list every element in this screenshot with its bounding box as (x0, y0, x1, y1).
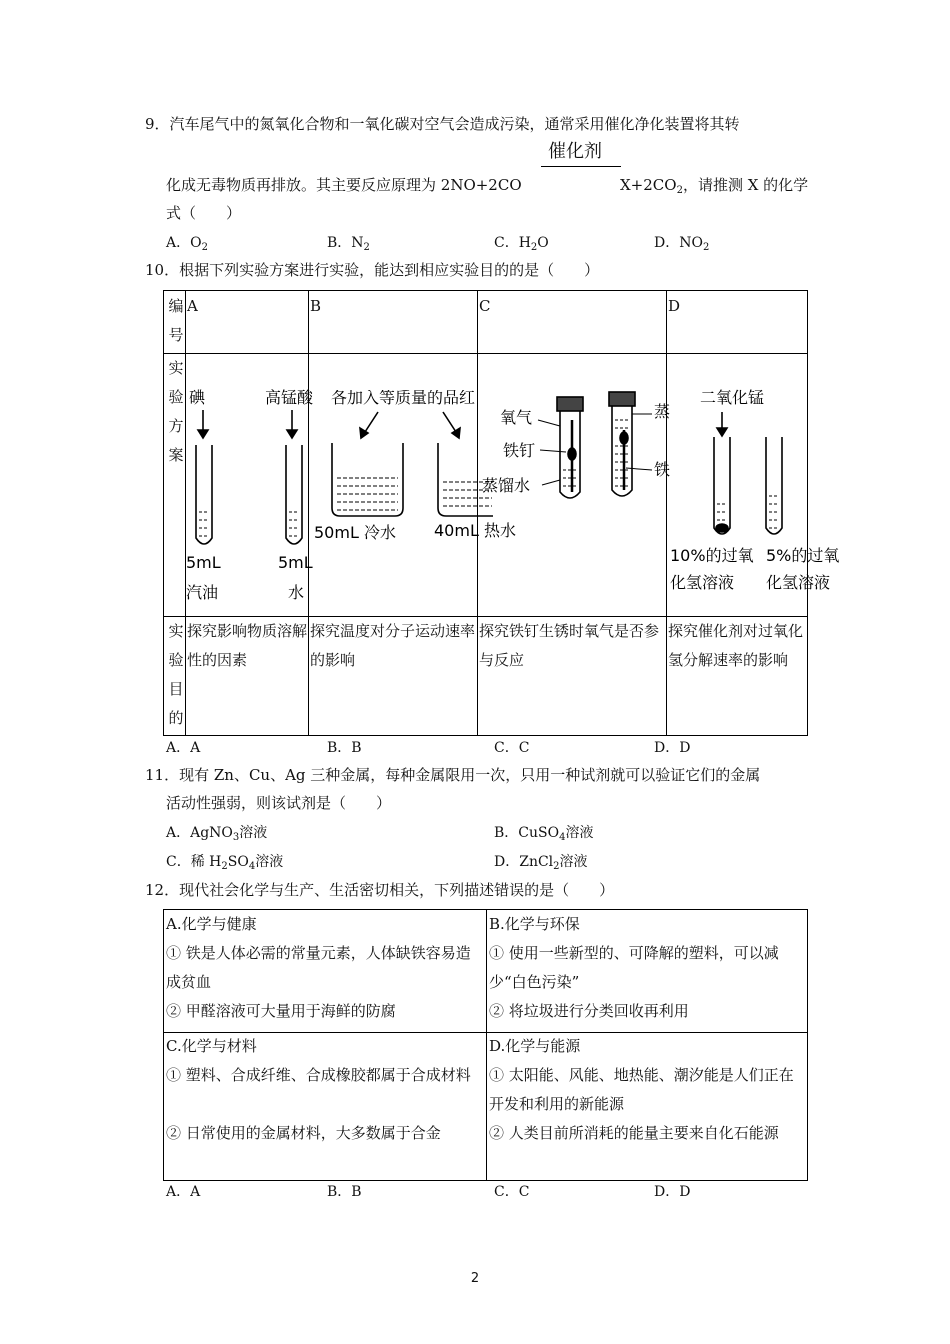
cell-a-item1: ① 铁是人体必需的常量元素，人体缺铁容易造成贫血 (166, 944, 471, 991)
col-header-c: C (479, 297, 491, 315)
label-iodine: 碘 (189, 388, 206, 407)
q9-option-d: D．$NO_2$ (654, 235, 710, 253)
q9-line2b: $X+2CO_2$，请推测 X 的化学 (620, 176, 809, 196)
q9-option-a: A．$O_2$ (166, 235, 208, 253)
cell-b-item2: ② 将垃圾进行分类回收再利用 (489, 1002, 689, 1020)
label-h2o2-10-line2: 化氢溶液 (670, 573, 735, 592)
tube-d-5pct (766, 437, 782, 534)
cell-d-item2: ② 人类目前所消耗的能量主要来自化石能源 (489, 1124, 779, 1142)
label-h2o2-10-line1: 10%的过氧 (670, 546, 754, 565)
label-nail-cut: 铁 (654, 460, 671, 479)
q12-option-c: C．C (494, 1184, 530, 1200)
cell-d-title: D.化学与能源 (489, 1037, 581, 1055)
q12-table (163, 909, 808, 1181)
cell-b-item1: ① 使用一些新型的、可降解的塑料，可以减少“白色污染” (489, 944, 779, 991)
tube-d-10pct (714, 412, 730, 534)
purpose-c: 探究铁钉生锈时氧气是否参与反应 (479, 622, 660, 669)
q11-option-d: D．ZnCl$_2$溶液 (494, 854, 588, 872)
label-kmno4: 高锰酸 (265, 388, 314, 407)
q10-stem: 10．根据下列实验方案进行实验，能达到相应实验目的的是（ ） (145, 261, 600, 279)
q9-line2a: 化成无毒物质再排放。其主要反应原理为 2NO+2CO (166, 176, 522, 194)
label-add-equal: 各加入等质量的品红 (331, 390, 476, 406)
q11-line1: 11．现有 Zn、Cu、Ag 三种金属，每种金属限用一次，只用一种试剂就可以验证它们的金属 (145, 766, 761, 784)
label-gasoline-volume: 5mL (186, 553, 221, 572)
col-header-b: B (310, 297, 322, 315)
q11-option-c: C．稀 $H_2SO_4$溶液 (166, 854, 284, 872)
q12-option-b: B．B (327, 1184, 362, 1200)
q11-line2: 活动性强弱，则该试剂是（ ） (166, 794, 392, 812)
cell-b-title: B.化学与环保 (489, 915, 580, 933)
label-oxygen: 氧气 (500, 408, 533, 427)
q10-option-d: D．D (654, 740, 691, 756)
q9-line3: 式（ ） (166, 204, 242, 222)
beaker-cold-water (332, 412, 403, 516)
label-cold-water: 50mL 冷水 (314, 523, 396, 542)
q12-stem: 12．现代社会化学与生产、生活密切相关，下列描述错误的是（ ） (145, 881, 615, 899)
q11-option-a: A．AgNO$_3$溶液 (166, 825, 268, 843)
q10-option-a: A．A (166, 740, 201, 756)
label-h2o2-5-line2: 化氢溶液 (766, 573, 831, 592)
cell-c-title: C.化学与材料 (166, 1037, 257, 1055)
row-label-purpose: 实验目的 (168, 622, 184, 727)
label-nail: 铁钉 (503, 441, 536, 460)
label-hot-water: 40mL 热水 (434, 521, 516, 540)
purpose-a: 探究影响物质溶解性的因素 (187, 622, 308, 669)
q11-option-b: B．CuSO$_4$溶液 (494, 825, 594, 843)
label-gasoline: 汽油 (186, 583, 219, 602)
col-header-a: A (187, 297, 198, 315)
cell-c-item1: ① 塑料、合成纤维、合成橡胶都属于合成材料 (166, 1066, 471, 1084)
cell-a-title: A.化学与健康 (166, 915, 257, 933)
purpose-d: 探究催化剂对过氧化氢分解速率的影响 (668, 622, 804, 669)
label-water-volume: 5mL (278, 553, 313, 572)
row-label-plan: 实验方案 (168, 359, 184, 464)
q9-line1: 9．汽车尾气中的氮氧化合物和一氧化碳对空气会造成污染，通常采用催化净化装置将其转 (145, 115, 740, 133)
q12-option-d: D．D (654, 1184, 691, 1200)
row-label-number: 编号 (168, 297, 184, 344)
label-water: 水 (288, 583, 305, 602)
beaker-hot-water (438, 412, 493, 516)
cell-a-item2: ② 甲醛溶液可大量用于海鲜的防腐 (166, 1002, 396, 1020)
label-mno2: 二氧化锰 (700, 388, 765, 407)
purpose-b: 探究温度对分子运动速率的影响 (310, 622, 476, 669)
tube-a-water (286, 410, 302, 544)
q9-option-c: C．$H_2O$ (494, 235, 549, 253)
tube-a-gasoline (196, 410, 212, 544)
tube-c-water (609, 392, 652, 496)
q10-option-c: C．C (494, 740, 530, 756)
col-header-d: D (668, 297, 681, 315)
cell-c-item2: ② 日常使用的金属材料，大多数属于合金 (166, 1124, 441, 1142)
tube-c-oxygen (538, 397, 583, 498)
label-distilled-water: 蒸馏水 (482, 476, 531, 495)
page-number: 2 (470, 1271, 480, 1286)
label-distilled-cut: 蒸 (654, 402, 671, 421)
cell-d-item1: ① 太阳能、风能、地热能、潮汐能是人们正在开发和利用的新能源 (489, 1066, 794, 1113)
q12-option-a: A．A (166, 1184, 201, 1200)
catalyst-label: 催化剂 (548, 141, 602, 162)
label-h2o2-5-line1: 5%的过氧 (766, 546, 840, 565)
q10-option-b: B．B (327, 740, 362, 756)
q9-option-b: B．$N_2$ (327, 235, 370, 253)
